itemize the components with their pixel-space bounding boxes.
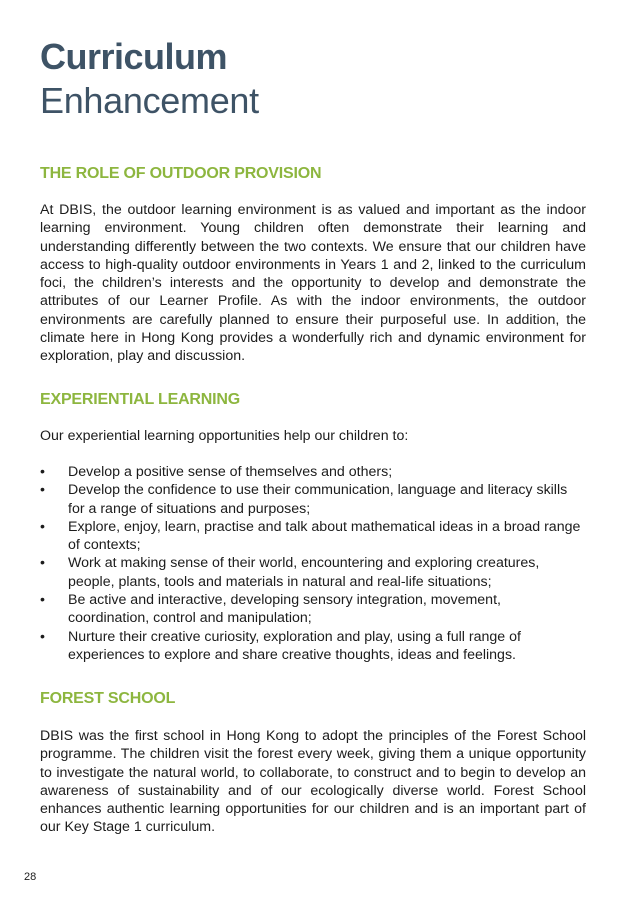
list-item	[40, 591, 586, 628]
list-item-text: Develop the confidence to use their communication, language and literacy skills for a range of situations and purposes;	[68, 482, 568, 517]
bullet-icon: •	[40, 628, 45, 645]
list-item	[40, 554, 586, 591]
bullet-icon: •	[40, 555, 45, 572]
bullet-icon: •	[40, 482, 45, 499]
bullet-icon: •	[40, 518, 45, 535]
list-item-text: Be active and interactive, developing sensory integration, movement, coordination, control and manipulation;	[68, 592, 501, 627]
bullet-icon: •	[40, 592, 45, 609]
list-item	[40, 518, 586, 555]
section-heading-forest-school: FOREST SCHOOL	[40, 690, 176, 707]
experiential-bullet-list	[40, 463, 586, 664]
paragraph-outdoor-provision: At DBIS, the outdoor learning environment is as valued and important as the indoor learning environment. Young children often demonstrate their learning and understanding differently between the two contexts. We ensure that our children have access to high-quality outdoor environments in Years 1 and 2, linked to the curriculum foci, the children’s interests and the opportunity to develop and demonstrate the attributes of our Learner Profile. As with the indoor environments, the outdoor environments are carefully planned to ensure their purposeful use. In addition, the climate here in Hong Kong provides a wonderfully rich and dynamic environment for exploration, play and discussion.	[40, 202, 586, 365]
list-item-text: Explore, enjoy, learn, practise and talk about mathematical ideas in a broad range of contexts;	[68, 518, 581, 554]
page-number: 28	[24, 871, 37, 883]
list-item	[40, 463, 586, 481]
list-item-text: Develop a positive sense of themselves and others;	[68, 464, 393, 480]
list-item-text: Nurture their creative curiosity, exploration and play, using a full range of experiences to explore and share creative thoughts, ideas and feelings.	[68, 628, 521, 663]
page-title-light: Enhancement	[40, 80, 259, 121]
paragraph-experiential-intro: Our experiential learning opportunities help our children to:	[40, 428, 409, 444]
paragraph-forest-school: DBIS was the first school in Hong Kong to adopt the principles of the Forest School programme. The children visit the forest every week, giving them a unique opportunity to investigate the natural world, to collaborate, to construct and to begin to develop an awareness of sustainability and of our ecologically diverse world. Forest School enhances authentic learning opportunities for our children and is an important part of our Key Stage 1 curriculum.	[40, 728, 586, 836]
list-item-text: Work at making sense of their world, encountering and exploring creatures, people, plants, tools and materials in natural and real-life situations;	[68, 555, 540, 590]
list-item	[40, 628, 586, 665]
section-heading-outdoor-provision: THE ROLE OF OUTDOOR PROVISION	[40, 165, 322, 182]
section-heading-experiential-learning: EXPERIENTIAL LEARNING	[40, 391, 240, 408]
page-title-bold: Curriculum	[40, 36, 228, 77]
bullet-icon: •	[40, 464, 45, 480]
list-item	[40, 481, 586, 518]
